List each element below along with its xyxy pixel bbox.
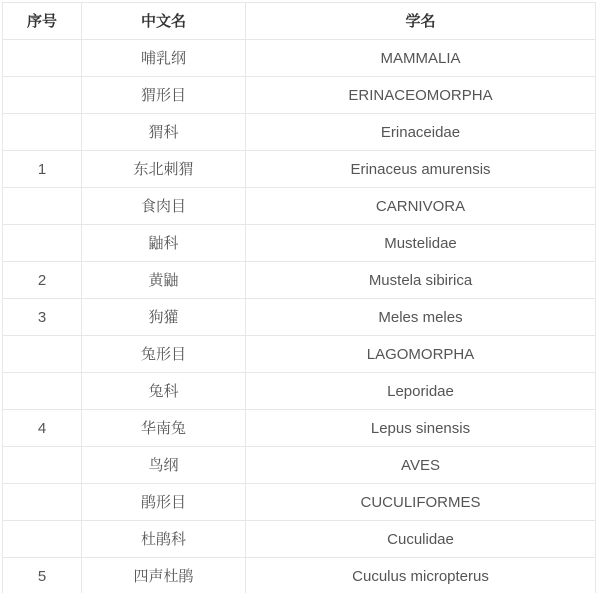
table-row xyxy=(3,484,596,521)
cell-index: 5 xyxy=(3,558,82,593)
cell-chinese-name: 黄鼬 xyxy=(82,262,246,299)
cell-index xyxy=(3,114,82,151)
cell-chinese-name: 狗獾 xyxy=(82,299,246,336)
cell-scientific-name: CUCULIFORMES xyxy=(246,484,596,521)
species-table xyxy=(2,2,596,593)
cell-chinese-name: 兔形目 xyxy=(82,336,246,373)
cell-index: 1 xyxy=(3,151,82,188)
cell-scientific-name: MAMMALIA xyxy=(246,40,596,77)
cell-chinese-name: 鸟纲 xyxy=(82,447,246,484)
cell-scientific-name: Erinaceidae xyxy=(246,114,596,151)
cell-scientific-name: Leporidae xyxy=(246,373,596,410)
cell-chinese-name: 华南兔 xyxy=(82,410,246,447)
cell-scientific-name: Mustela sibirica xyxy=(246,262,596,299)
cell-index xyxy=(3,336,82,373)
table-row xyxy=(3,262,596,299)
table-row xyxy=(3,558,596,593)
table-row xyxy=(3,188,596,225)
cell-index xyxy=(3,447,82,484)
cell-chinese-name: 猬科 xyxy=(82,114,246,151)
cell-index xyxy=(3,40,82,77)
column-header-scientific-name: 学名 xyxy=(246,3,596,40)
cell-chinese-name: 鹃形目 xyxy=(82,484,246,521)
cell-scientific-name: LAGOMORPHA xyxy=(246,336,596,373)
table-row xyxy=(3,521,596,558)
cell-index xyxy=(3,77,82,114)
cell-chinese-name: 四声杜鹃 xyxy=(82,558,246,593)
table-row xyxy=(3,299,596,336)
cell-index: 3 xyxy=(3,299,82,336)
table-row xyxy=(3,447,596,484)
table-row xyxy=(3,114,596,151)
table-row xyxy=(3,373,596,410)
table-row xyxy=(3,410,596,447)
cell-index: 4 xyxy=(3,410,82,447)
cell-scientific-name: Erinaceus amurensis xyxy=(246,151,596,188)
table-row xyxy=(3,225,596,262)
cell-chinese-name: 东北刺猬 xyxy=(82,151,246,188)
cell-index xyxy=(3,373,82,410)
cell-scientific-name: Meles meles xyxy=(246,299,596,336)
table-header-row xyxy=(3,3,596,40)
column-header-chinese-name: 中文名 xyxy=(82,3,246,40)
table-row xyxy=(3,77,596,114)
cell-scientific-name: Cuculidae xyxy=(246,521,596,558)
cell-chinese-name: 兔科 xyxy=(82,373,246,410)
cell-chinese-name: 鼬科 xyxy=(82,225,246,262)
table-row xyxy=(3,336,596,373)
cell-chinese-name: 杜鹃科 xyxy=(82,521,246,558)
cell-index xyxy=(3,188,82,225)
cell-scientific-name: CARNIVORA xyxy=(246,188,596,225)
cell-scientific-name: Cuculus micropterus xyxy=(246,558,596,593)
cell-scientific-name: ERINACEOMORPHA xyxy=(246,77,596,114)
cell-chinese-name: 哺乳纲 xyxy=(82,40,246,77)
table-row xyxy=(3,40,596,77)
cell-chinese-name: 猬形目 xyxy=(82,77,246,114)
cell-index xyxy=(3,225,82,262)
cell-scientific-name: AVES xyxy=(246,447,596,484)
cell-scientific-name: Lepus sinensis xyxy=(246,410,596,447)
cell-scientific-name: Mustelidae xyxy=(246,225,596,262)
cell-chinese-name: 食肉目 xyxy=(82,188,246,225)
cell-index: 2 xyxy=(3,262,82,299)
cell-index xyxy=(3,484,82,521)
cell-index xyxy=(3,521,82,558)
table-row xyxy=(3,151,596,188)
column-header-index: 序号 xyxy=(3,3,82,40)
